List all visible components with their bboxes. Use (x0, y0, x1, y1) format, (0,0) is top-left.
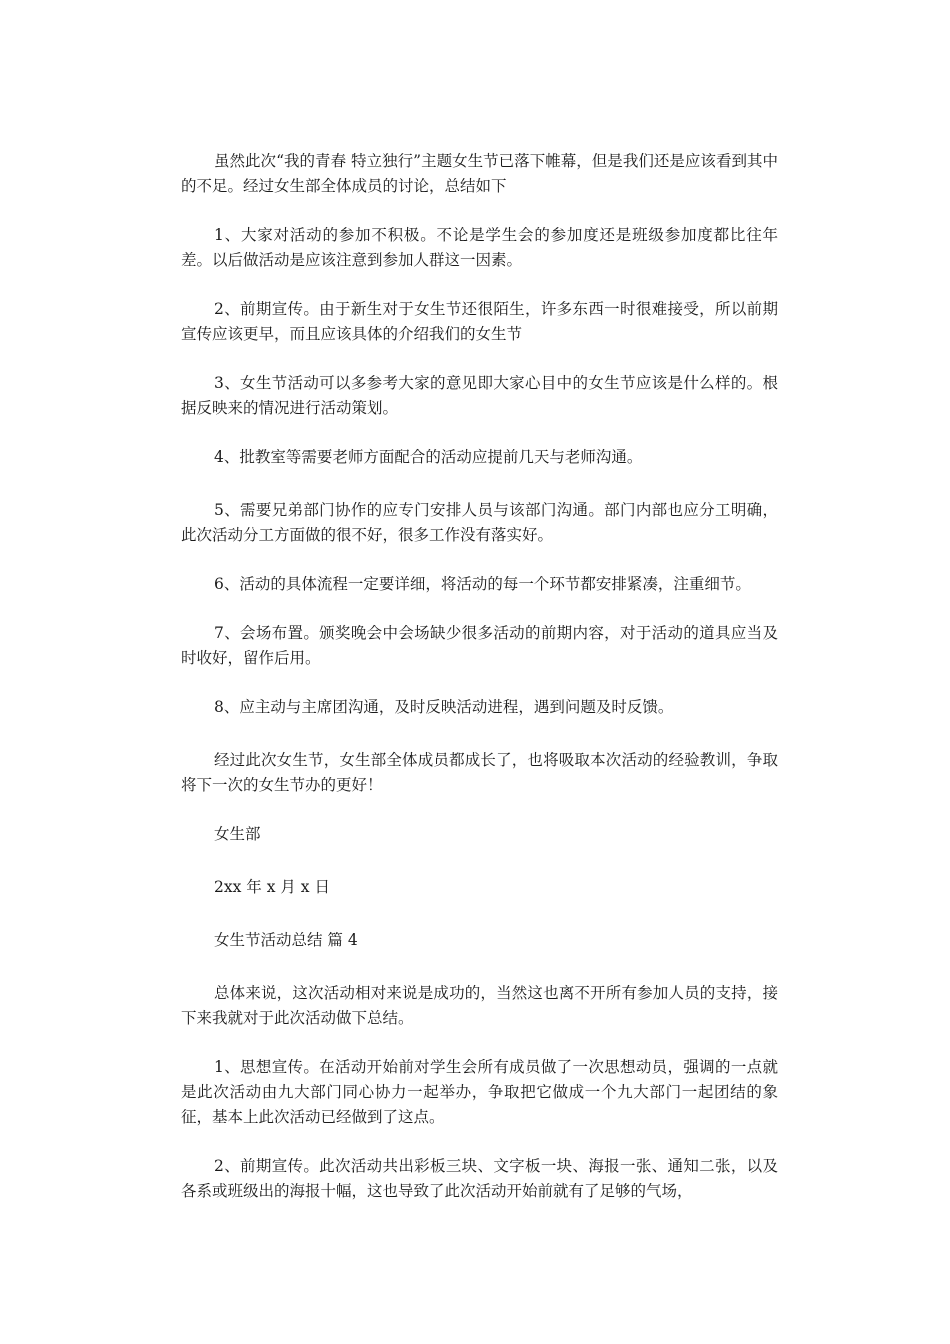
paragraph-item-4: 4、批教室等需要老师方面配合的活动应提前几天与老师沟通。 (214, 448, 643, 466)
paragraph-item-1: 1、大家对活动的参加不积极。不论是学生会的参加度还是班级参加度都比往年差。以后做活动是应该注意到参加人群这一因素。 (181, 226, 778, 269)
paragraph-intro: 虽然此次“我的青春 特立独行”主题女生节已落下帷幕，但是我们还是应该看到其中的不足。经过女生部全体成员的讨论，总结如下 (181, 152, 778, 195)
paragraph-item-3: 3、女生节活动可以多参考大家的意见即大家心目中的女生节应该是什么样的。根据反映来的情况进行活动策划。 (181, 374, 778, 417)
date: 2xx 年 x 月 x 日 (214, 878, 330, 896)
paragraph-point-1: 1、思想宣传。在活动开始前对学生会所有成员做了一次思想动员，强调的一点就是此次活动由九大部门同心协力一起举办，争取把它做成一个九大部门一起团结的象征，基本上此次活动已经做到了这点。 (181, 1058, 778, 1126)
section-title: 女生节活动总结 篇 4 (214, 931, 358, 949)
paragraph-item-5: 5、需要兄弟部门协作的应专门安排人员与该部门沟通。部门内部也应分工明确，此次活动分工方面做的很不好，很多工作没有落实好。 (181, 501, 778, 544)
paragraph-item-8: 8、应主动与主席团沟通，及时反映活动进程，遇到问题及时反馈。 (214, 698, 674, 716)
paragraph-summary: 总体来说，这次活动相对来说是成功的，当然这也离不开所有参加人员的支持，接下来我就对于此次活动做下总结。 (181, 984, 778, 1027)
paragraph-conclusion: 经过此次女生节，女生部全体成员都成长了，也将吸取本次活动的经验教训，争取将下一次的女生节办的更好！ (181, 751, 778, 794)
paragraph-point-2: 2、前期宣传。此次活动共出彩板三块、文字板一块、海报一张、通知二张，以及各系或班级出的海报十幅，这也导致了此次活动开始前就有了足够的气场， (181, 1157, 778, 1200)
signature: 女生部 (214, 825, 261, 843)
paragraph-item-7: 7、会场布置。颁奖晚会中会场缺少很多活动的前期内容，对于活动的道具应当及时收好，留作后用。 (181, 624, 778, 667)
paragraph-item-2: 2、前期宣传。由于新生对于女生节还很陌生，许多东西一时很难接受，所以前期宣传应该更早，而且应该具体的介绍我们的女生节 (181, 300, 778, 343)
paragraph-item-6: 6、活动的具体流程一定要详细，将活动的每一个环节都安排紧凑，注重细节。 (214, 575, 751, 593)
